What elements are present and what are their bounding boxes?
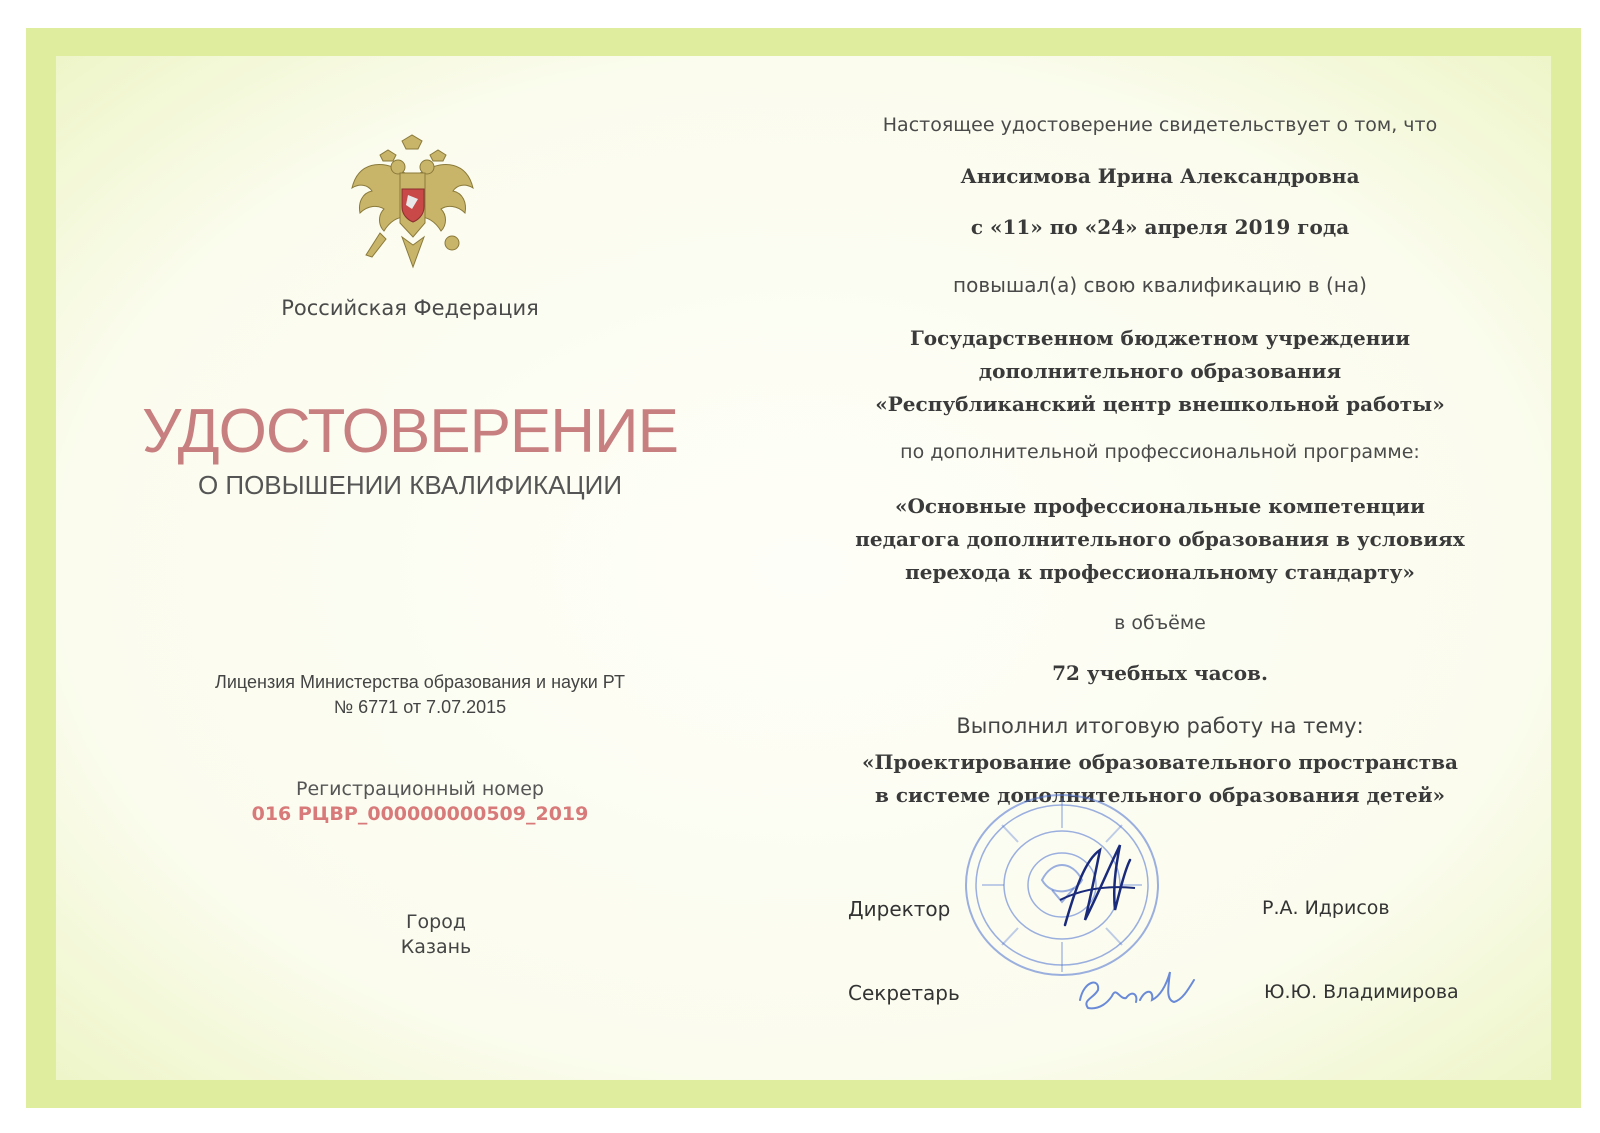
coat-of-arms-emblem	[350, 133, 475, 273]
recipient-name: Анисимова Ирина Александровна	[960, 164, 1360, 188]
secretary-signature	[1070, 960, 1220, 1020]
country-label: Российская Федерация	[281, 296, 539, 320]
director-signature	[1045, 830, 1145, 940]
director-role: Директор	[848, 897, 951, 921]
city-block	[336, 910, 536, 960]
program-line-2: педагога дополнительного образования в условиях	[855, 527, 1465, 551]
program-line-1: «Основные профессиональные компетенции	[895, 494, 1425, 518]
program-line-3: перехода к профессиональному стандарту»	[905, 560, 1415, 584]
director-name: Р.А. Идрисов	[1262, 897, 1390, 919]
final-work-label: Выполнил итоговую работу на тему:	[956, 714, 1364, 738]
registration-label: Регистрационный номер	[296, 778, 544, 800]
institution-name	[850, 322, 1470, 421]
qualification-text: повышал(а) свою квалификацию в (на)	[953, 273, 1367, 297]
secretary-handwriting-text: Влад	[1100, 975, 1179, 1010]
license-info	[140, 670, 700, 720]
secretary-role: Секретарь	[848, 981, 960, 1005]
program-name	[850, 490, 1470, 589]
volume-label: в объёме	[1114, 612, 1206, 634]
intro-text: Настоящее удостоверение свидетельствует о том, что	[882, 114, 1438, 136]
city-label: Город	[405, 911, 467, 933]
volume-hours: 72 учебных часов.	[1052, 661, 1268, 685]
license-line-2: № 6771 от 7.07.2015	[333, 697, 507, 717]
license-line-1: Лицензия Министерства образования и науки РТ	[215, 672, 625, 692]
institution-line-3: «Республиканский центр внешкольной работы»	[875, 392, 1445, 416]
final-work-line-1: «Проектирование образовательного пространства	[862, 750, 1458, 774]
institution-line-1: Государственном бюджетном учреждении	[909, 326, 1411, 350]
training-dates: с «11» по «24» апреля 2019 года	[970, 215, 1350, 239]
city-name: Казань	[400, 936, 472, 958]
institution-line-2: дополнительного образования	[978, 359, 1342, 383]
document-title: УДОСТОВЕРЕНИЕ	[142, 397, 678, 466]
program-label: по дополнительной профессиональной программе:	[900, 441, 1420, 463]
registration-number: 016 РЦВР_000000000509_2019	[251, 803, 589, 825]
document-subtitle: О ПОВЫШЕНИИ КВАЛИФИКАЦИИ	[197, 470, 623, 500]
final-work-line-2: в системе дополнительного образования детей»	[874, 783, 1446, 807]
secretary-name: Ю.Ю. Владимирова	[1264, 981, 1459, 1003]
